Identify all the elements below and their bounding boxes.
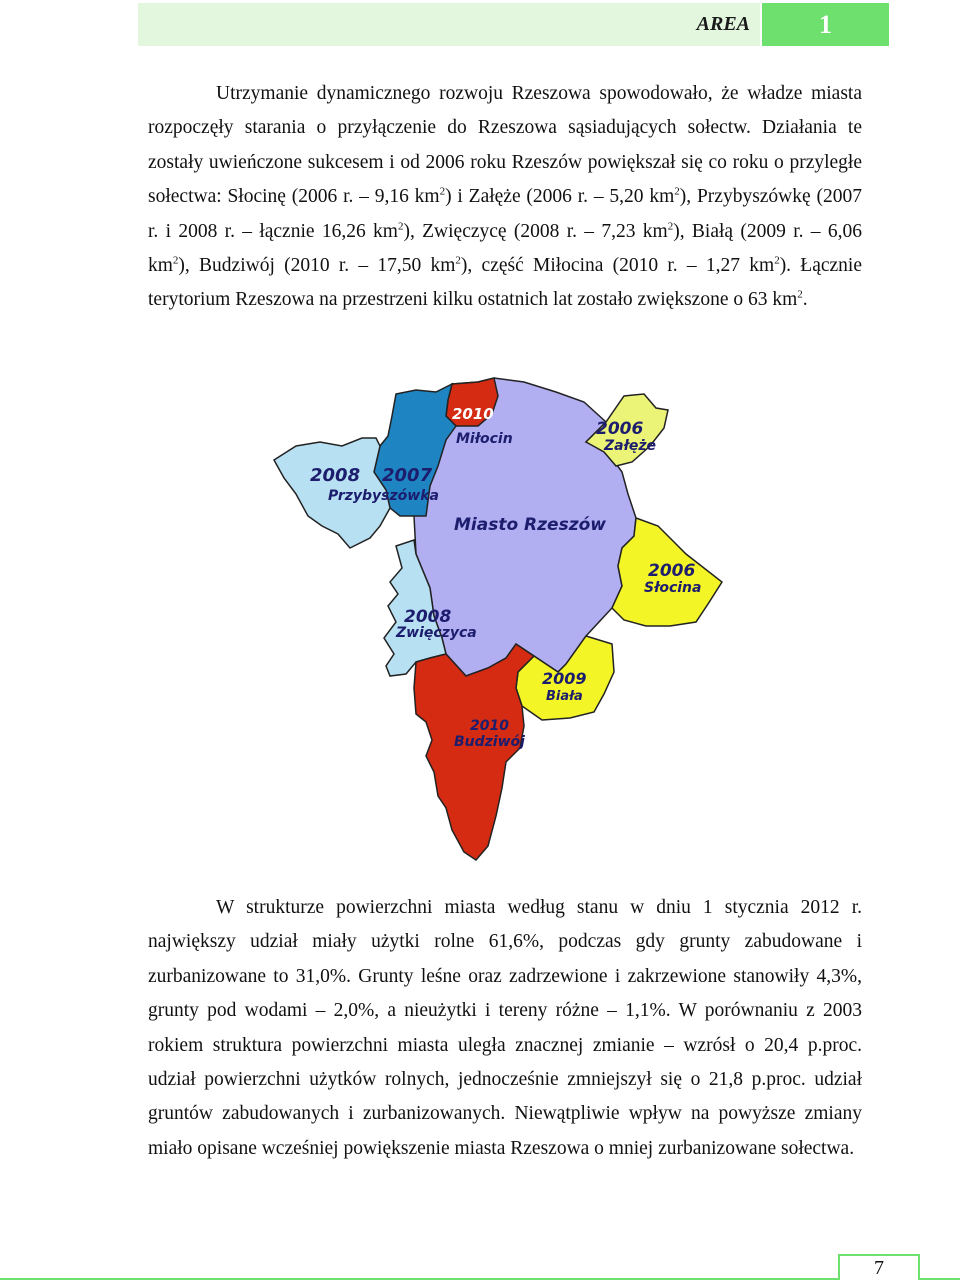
page-number: 7 [838, 1254, 920, 1280]
superscript: 2 [797, 288, 803, 301]
paragraph-annexation [148, 77, 862, 318]
text-segment: Utrzymanie dynamicznego rozwoju Rzeszowa spowodowało, że władze miasta rozpoczęły starania o przyłączenie do Rzeszowa sąsiadujących sołectw. Działania te zostały uwieńczone sukcesem i od 2006 roku Rzeszów powiększał się co roku o przyległe sołectwa: Słocinę (2006 r. – 9,16 km [148, 83, 862, 208]
label-zwieczyca-year: 2008 [404, 607, 452, 627]
footer-line [0, 1278, 960, 1280]
text-segment: ) i Załęże (2006 r. – 5,20 km [445, 186, 675, 208]
text-segment: ), Białą (2009 r. – 6,06 km [148, 220, 862, 277]
text-segment: ), Zwięczycę (2008 r. – 7,23 km [403, 220, 668, 242]
label-budziwoj-year: 2010 [470, 718, 509, 734]
label-przybyszowka-2007-year: 2007 [382, 465, 433, 486]
superscript: 2 [674, 185, 680, 198]
text-segment: ), część Miłocina (2010 r. – 1,27 km [460, 255, 775, 277]
region-budziwoj [414, 644, 534, 860]
section-label: AREA [696, 13, 750, 35]
label-city: Miasto Rzeszów [454, 515, 606, 535]
superscript: 2 [439, 185, 446, 198]
label-biala-year: 2009 [542, 669, 587, 688]
text-segment: ). Łącznie terytorium Rzeszowa na przestrzeni kilku ostatnich lat zostało zwiększone o 63 km [148, 255, 862, 311]
text-segment: . [802, 289, 808, 311]
superscript: 2 [172, 254, 179, 267]
superscript: 2 [455, 254, 461, 267]
label-zaleze-year: 2006 [596, 419, 644, 439]
rzeszow-annexation-map [266, 376, 736, 862]
text-segment: ), Przybyszówkę (2007 r. i 2008 r. – łącznie 16,26 km [148, 186, 862, 242]
label-biala-name: Biała [546, 689, 583, 704]
label-milocin-name: Miłocin [456, 431, 513, 447]
label-zwieczyca-name: Zwięczyca [396, 625, 477, 641]
label-przybyszowka-2008-year: 2008 [310, 465, 361, 486]
label-slocina-name: Słocina [644, 580, 702, 596]
paragraph-land-structure [148, 891, 862, 1166]
superscript: 2 [774, 254, 780, 267]
label-milocin-year: 2010 [452, 405, 494, 423]
label-budziwoj-name: Budziwój [454, 734, 525, 750]
paragraph-land-structure-text: W strukturze powierzchni miasta według stanu w dniu 1 stycznia 2012 r. największy udział miały użytki rolne 61,6%, podczas gdy grunty zabudowane i zurbanizowane to 31,0%. Grunty leśne oraz zadrzewione i zakrzewione stanowiły 4,3%, grunty pod wodami – 2,0%, a nieużytki i tereny różne – 1,1%. W porównaniu z 2003 rokiem struktura powierzchni miasta uległa znacznej zmianie – wzrósł o 20,4 p.proc. udział powierzchni użytków rolnych, jednocześnie zmniejszył się o 21,8 p.proc. udział gruntów zabudowanych i zurbanizowanych. Niewątpliwie wpływ na powyższe zmiany miało opisane wcześniej powiększenie miasta Rzeszowa o mniej zurbanizowane sołectwa. [148, 897, 862, 1159]
chapter-number: 1 [762, 3, 889, 46]
superscript: 2 [667, 220, 674, 233]
label-slocina-year: 2006 [648, 561, 696, 581]
superscript: 2 [397, 220, 404, 233]
text-segment: ), Budziwój (2010 r. – 17,50 km [178, 255, 456, 277]
label-zaleze-name: Załęże [604, 438, 656, 454]
label-przybyszowka-name: Przybyszówka [328, 488, 439, 504]
